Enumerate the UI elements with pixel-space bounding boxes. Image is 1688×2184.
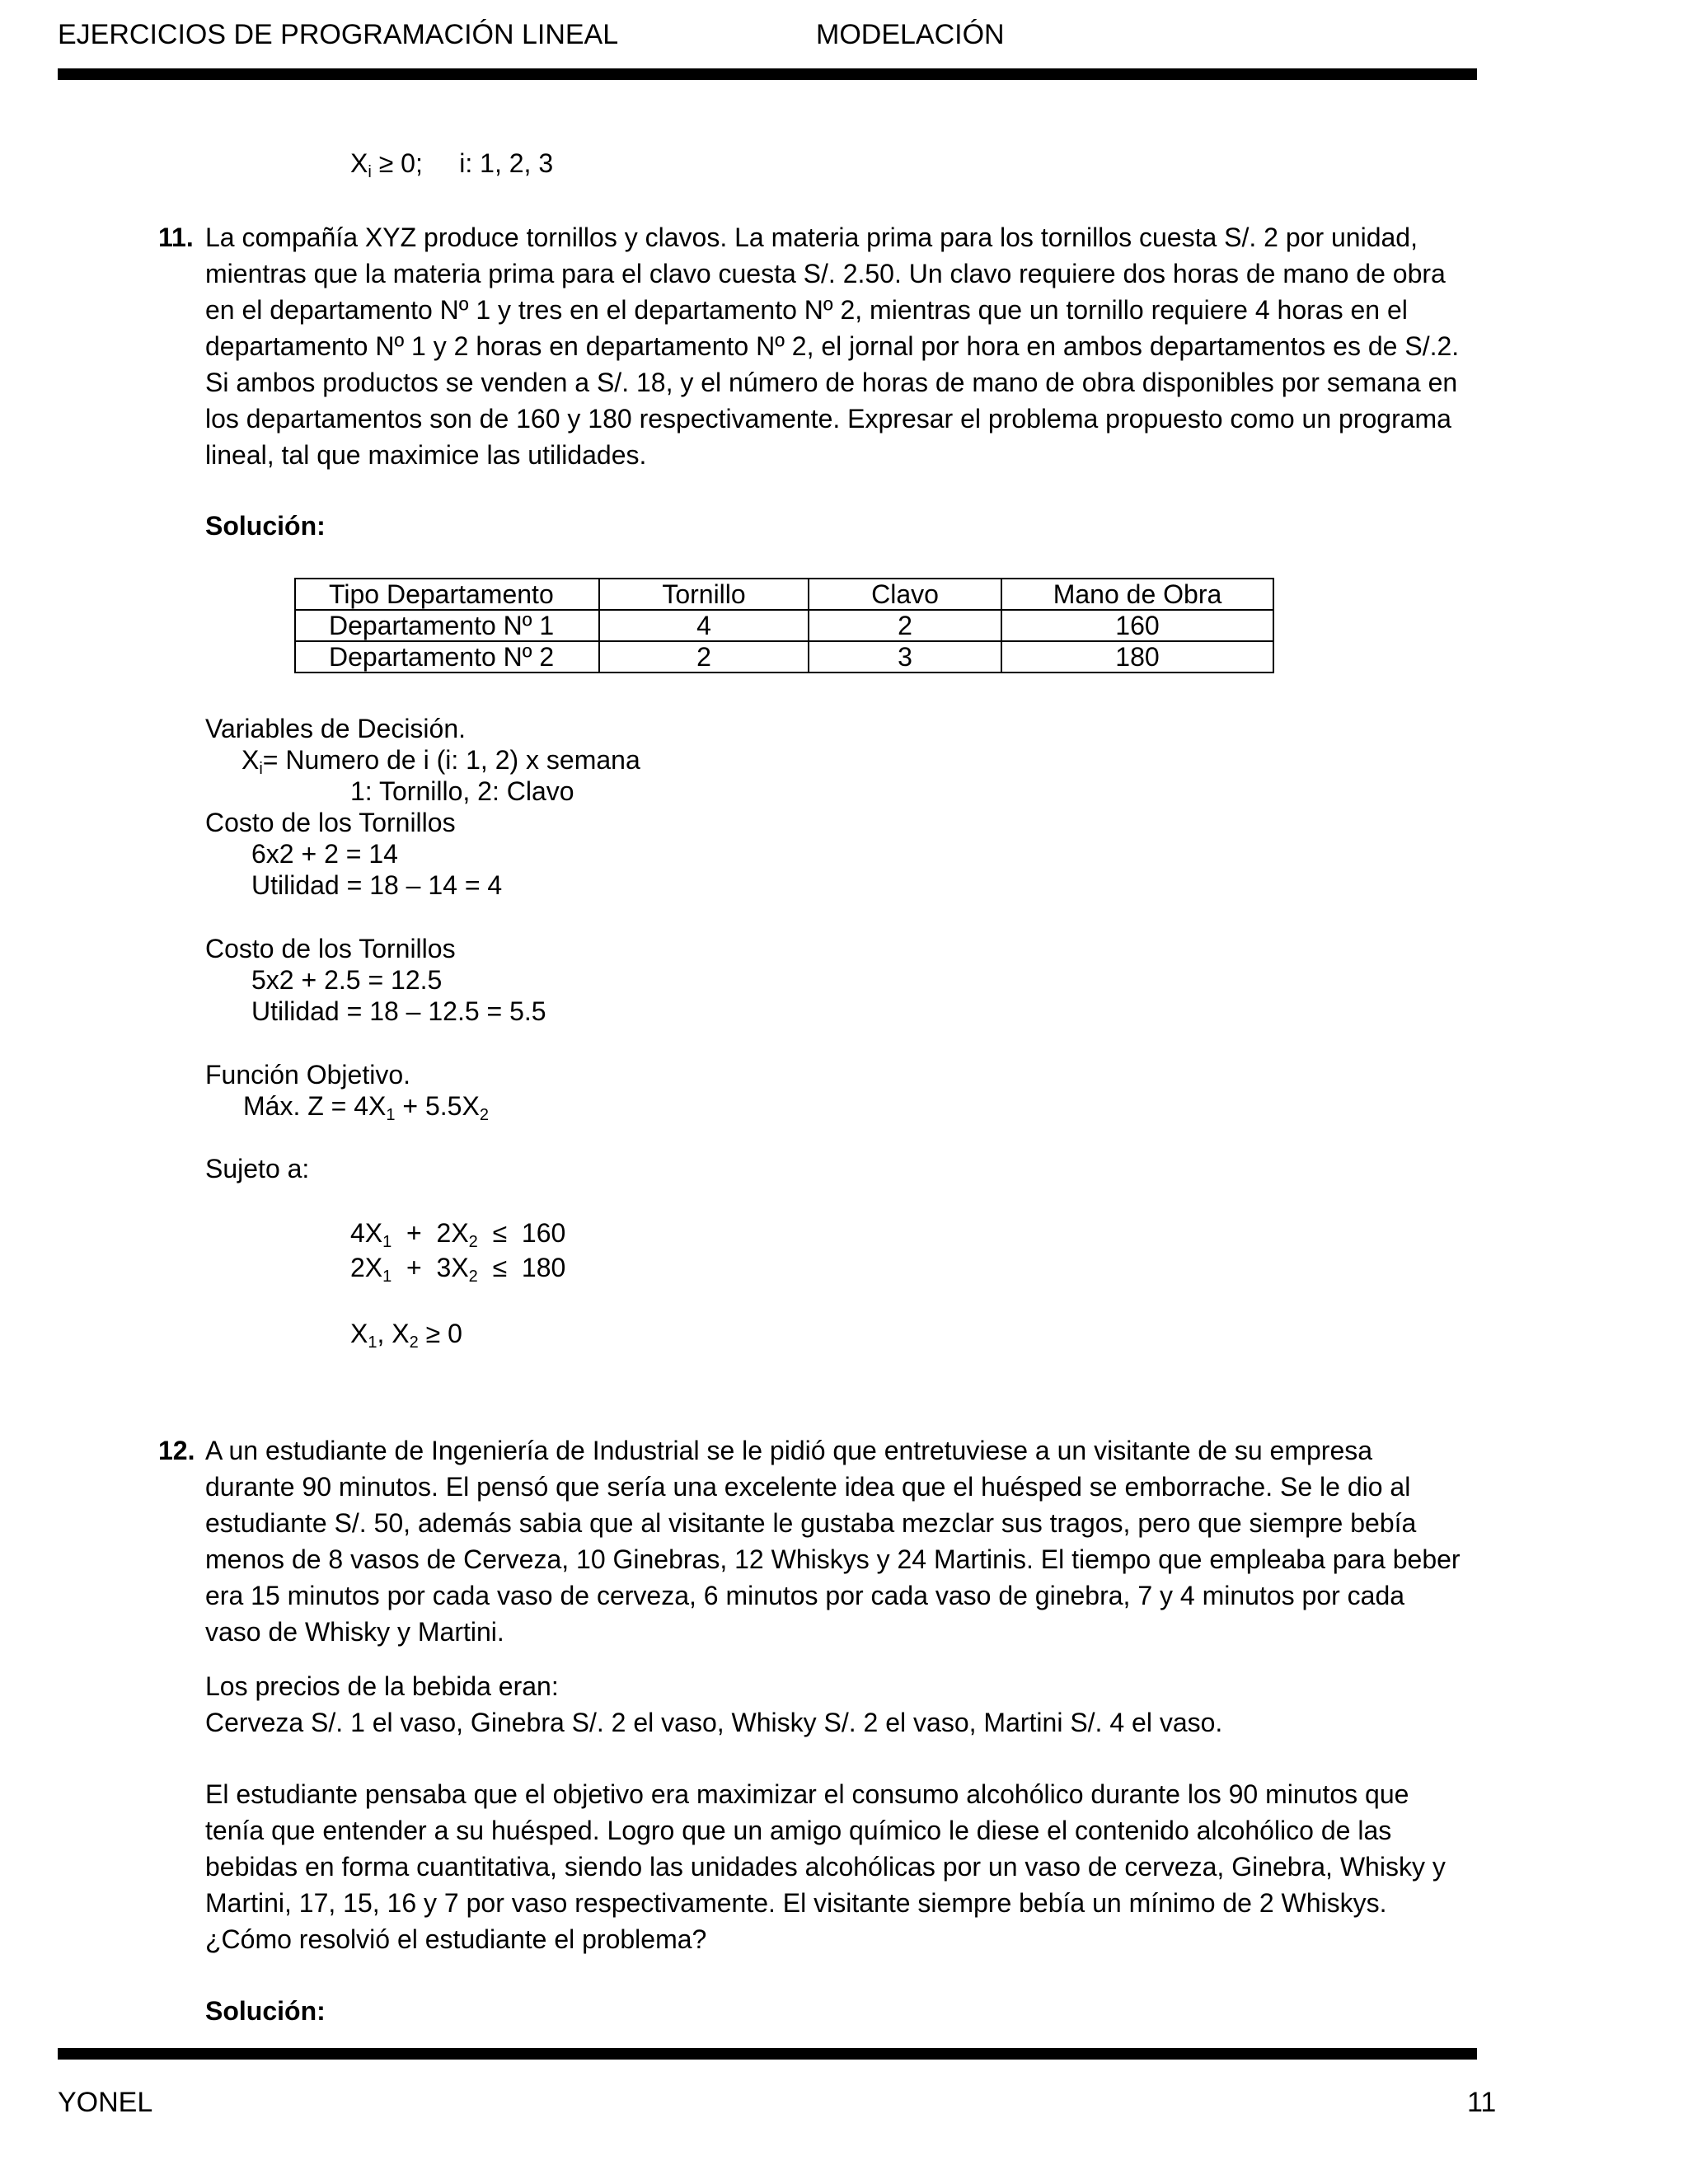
decision-var-sub: i bbox=[259, 760, 263, 778]
problem-12-line: vaso de Whisky y Martini. bbox=[205, 1617, 504, 1647]
problem-11-line: mientras que la materia prima para el clavo cuesta S/. 2.50. Un clavo requiere dos horas de mano de obra bbox=[205, 259, 1446, 288]
top-constraint bbox=[350, 145, 553, 181]
footer-rule bbox=[58, 2048, 1477, 2060]
constraint-part: + 2X bbox=[392, 1218, 469, 1248]
header-rule bbox=[58, 68, 1477, 80]
prices-title: Los precios de la bebida eran: bbox=[205, 1671, 559, 1701]
nonneg-sub: 1 bbox=[368, 1333, 377, 1352]
constraint-part: ≤ 160 bbox=[477, 1218, 566, 1248]
problem-11-statement bbox=[205, 219, 1528, 473]
problem-12-line: menos de 8 vasos de Cerveza, 10 Ginebras, 12 Whiskys y 24 Martinis. El tiempo que empleaba para beber bbox=[205, 1544, 1461, 1574]
constraint-part: ≤ 180 bbox=[477, 1253, 566, 1282]
cost-2-calc: 5x2 + 2.5 = 12.5 bbox=[251, 965, 443, 995]
prices-line: Cerveza S/. 1 el vaso, Ginebra S/. 2 el vaso, Whisky S/. 2 el vaso, Martini S/. 4 el vaso. bbox=[205, 1708, 1223, 1737]
table-row bbox=[295, 610, 1273, 641]
table-cell: Departamento Nº 2 bbox=[295, 641, 599, 673]
problem-12-line: estudiante S/. 50, además sabia que al visitante le gustaba mezclar sus tragos, pero que siempre bebía bbox=[205, 1508, 1417, 1538]
subject-to-label: Sujeto a: bbox=[205, 1154, 310, 1183]
problem-12-line: A un estudiante de Ingeniería de Industrial se le pidió que entretuviese a un visitante de su empresa bbox=[205, 1436, 1373, 1465]
cost-1-calc: 6x2 + 2 = 14 bbox=[251, 839, 398, 869]
table-cell: 4 bbox=[599, 610, 809, 641]
top-constraint-rest: ≥ 0; i: 1, 2, 3 bbox=[371, 148, 554, 178]
footer-author: YONEL bbox=[58, 2087, 153, 2118]
problem-11-line: los departamentos son de 160 y 180 respectivamente. Expresar el problema propuesto como un programa bbox=[205, 404, 1451, 434]
problem-12-line: durante 90 minutos. El pensó que sería una excelente idea que el huésped se emborrache. Se le dio al bbox=[205, 1472, 1411, 1502]
top-constraint-sub: i bbox=[368, 163, 372, 181]
table-cell: 2 bbox=[809, 610, 1001, 641]
constraint-sub: 2 bbox=[468, 1268, 478, 1286]
cost-1-title: Costo de los Tornillos bbox=[205, 808, 456, 837]
problem-11-line: La compañía XYZ produce tornillos y clavos. La materia prima para los tornillos cuesta S/. 2 por unidad, bbox=[205, 223, 1418, 252]
problem-12-statement bbox=[205, 1432, 1528, 1650]
table-row bbox=[295, 641, 1273, 673]
constraint-sub: 2 bbox=[468, 1233, 478, 1251]
table-cell: 2 bbox=[599, 641, 809, 673]
problem-12-number: 12. bbox=[158, 1436, 195, 1465]
problem-12-line: El estudiante pensaba que el objetivo era maximizar el consumo alcohólico durante los 90 minutos que bbox=[205, 1779, 1409, 1809]
constraint-part: 2X bbox=[350, 1253, 383, 1282]
header-title: EJERCICIOS DE PROGRAMACIÓN LINEAL bbox=[58, 19, 619, 50]
problem-11-line: Si ambos productos se venden a S/. 18, y el número de horas de mano de obra disponibles por semana en bbox=[205, 368, 1458, 397]
problem-12-line: bebidas en forma cuantitativa, siendo las unidades alcohólicas por un vaso de cerveza, Ginebra, Whisky y bbox=[205, 1852, 1446, 1882]
constraint-part: 4X bbox=[350, 1218, 383, 1248]
problem-12-question: ¿Cómo resolvió el estudiante el problema? bbox=[205, 1924, 707, 1954]
constraint-2 bbox=[350, 1249, 565, 1286]
page-number: 11 bbox=[1467, 2087, 1497, 2118]
table-cell: 3 bbox=[809, 641, 1001, 673]
table-cell: 180 bbox=[1001, 641, 1273, 673]
problem-11-number: 11. bbox=[158, 223, 194, 252]
header-section: MODELACIÓN bbox=[816, 19, 1005, 50]
table-header-cell: Mano de Obra bbox=[1001, 579, 1273, 610]
decision-var-map: 1: Tornillo, 2: Clavo bbox=[350, 776, 574, 806]
table-header-cell: Tornillo bbox=[599, 579, 809, 610]
top-constraint-var: X bbox=[350, 148, 368, 178]
problem-11-line: departamento Nº 1 y 2 horas en departamento Nº 2, el jornal por hora en ambos departamentos es de S/.2. bbox=[205, 331, 1460, 361]
decision-var-def: = Numero de i (i: 1, 2) x semana bbox=[262, 745, 640, 775]
nonneg-sub: 2 bbox=[409, 1333, 419, 1352]
table-header-row bbox=[295, 579, 1273, 610]
department-table bbox=[294, 578, 1274, 673]
cost-2-utility: Utilidad = 18 – 12.5 = 5.5 bbox=[251, 996, 546, 1026]
solution-label: Solución: bbox=[205, 1996, 326, 2026]
objective-sub: 1 bbox=[386, 1106, 396, 1124]
problem-11-line: en el departamento Nº 1 y tres en el departamento Nº 2, mientras que un tornillo requiere 4 horas en el bbox=[205, 295, 1408, 325]
table-cell: Departamento Nº 1 bbox=[295, 610, 599, 641]
table-header-cell: Tipo Departamento bbox=[295, 579, 599, 610]
decision-var-x: X bbox=[241, 745, 260, 775]
problem-12-line: era 15 minutos por cada vaso de cerveza, 6 minutos por cada vaso de ginebra, 7 y 4 minutos por cada bbox=[205, 1581, 1405, 1610]
objective-part: + 5.5X bbox=[395, 1091, 480, 1121]
table-cell: 160 bbox=[1001, 610, 1273, 641]
cost-1-utility: Utilidad = 18 – 14 = 4 bbox=[251, 870, 503, 900]
objective-function bbox=[243, 1088, 489, 1124]
problem-12-paragraph-3 bbox=[205, 1776, 1528, 1921]
objective-sub: 2 bbox=[479, 1106, 489, 1124]
problem-11-line: lineal, tal que maximice las utilidades. bbox=[205, 440, 647, 470]
constraint-sub: 1 bbox=[382, 1233, 392, 1251]
non-negativity bbox=[350, 1315, 462, 1352]
constraint-1 bbox=[350, 1215, 565, 1251]
problem-12-line: Martini, 17, 15, 16 y 7 por vaso respectivamente. El visitante siempre bebía un mínimo de 2 Whiskys. bbox=[205, 1888, 1387, 1918]
solution-label: Solución: bbox=[205, 511, 326, 541]
table-header-cell: Clavo bbox=[809, 579, 1001, 610]
problem-12-line: tenía que entender a su huésped. Logro que un amigo químico le diese el contenido alcohólico de las bbox=[205, 1816, 1392, 1845]
nonneg-part: X bbox=[350, 1319, 368, 1348]
constraint-part: + 3X bbox=[392, 1253, 469, 1282]
nonneg-part: ≥ 0 bbox=[418, 1319, 462, 1348]
objective-part: Máx. Z = 4X bbox=[243, 1091, 387, 1121]
nonneg-part: , X bbox=[377, 1319, 410, 1348]
objective-title: Función Objetivo. bbox=[205, 1060, 411, 1090]
decision-vars-title: Variables de Decisión. bbox=[205, 714, 467, 743]
cost-2-title: Costo de los Tornillos bbox=[205, 934, 456, 963]
constraint-sub: 1 bbox=[382, 1268, 392, 1286]
